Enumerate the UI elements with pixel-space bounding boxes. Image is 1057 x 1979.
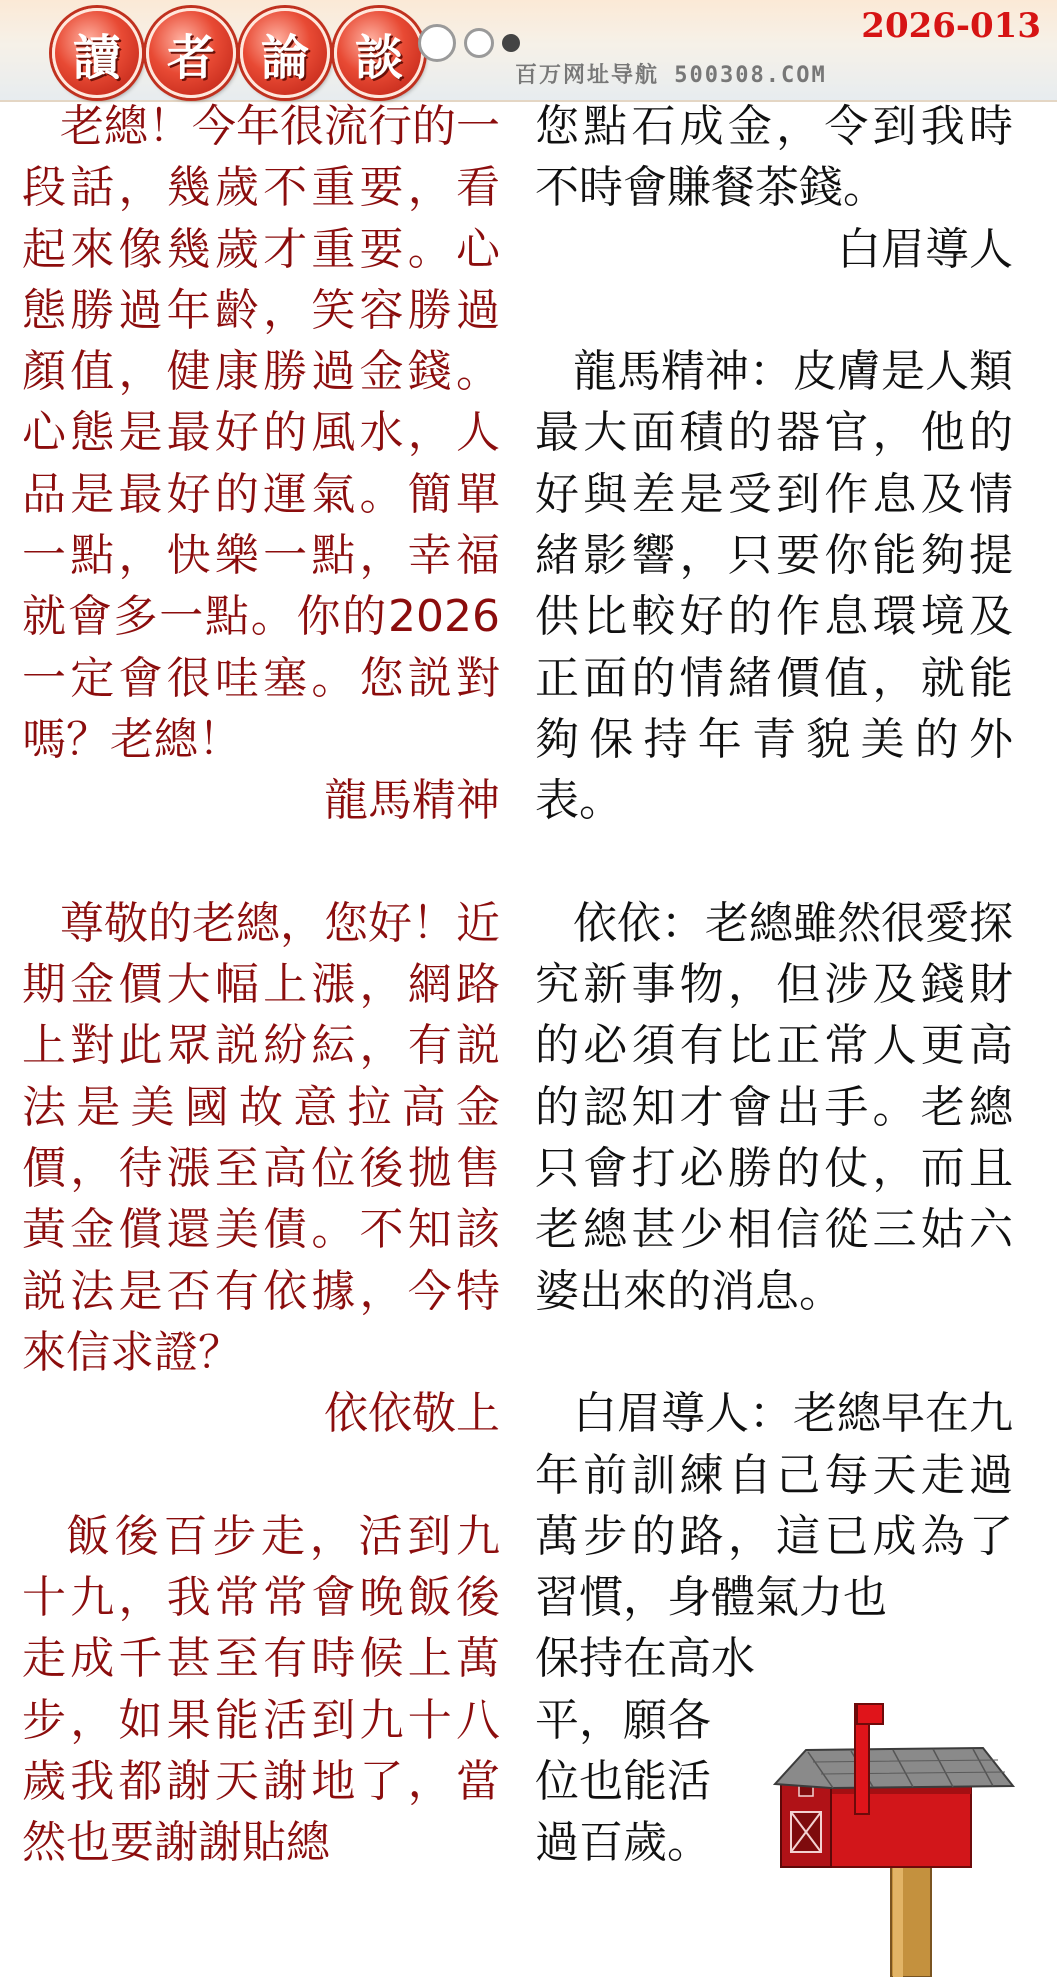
editor-reply: 依依：老總雖然很愛探究新事物，但涉及錢財的必須有比正常人更高的認知才會出手。老總只會打必勝的仗，而且老總甚少相信從三姑六婆出來的消息。 — [535, 897, 1013, 1317]
issue-number: 2026-013 — [861, 6, 1041, 46]
dot-icon — [502, 34, 520, 52]
header-banner — [0, 0, 1057, 102]
letter-continuation: 您點石成金，令到我時不時會賺餐茶錢。 — [535, 101, 1013, 214]
decorative-dots — [418, 24, 520, 62]
editor-reply: 龍馬精神：皮膚是人類最大面積的器官，他的好與差是受到作息及情緒影響，只要你能夠提供比較好的作息環境及正面的情緒價值，就能夠保持年青貌美的外表。 — [535, 346, 1013, 827]
mailbox-icon — [773, 1702, 1043, 1977]
site-label: 百万网址导航 500308.COM — [515, 63, 827, 88]
title-char: 談 — [334, 8, 424, 98]
editor-reply: 白眉導人：老總早在九年前訓練自己每天走過萬步的路，這已成為了習慣，身體氣力也 — [535, 1388, 1013, 1624]
title-char: 論 — [240, 8, 330, 98]
circle-icon — [464, 28, 494, 58]
letter-text: 老總！今年很流行的一段話，幾歲不重要，看起來像幾歲才重要。心態勝過年齡，笑容勝過顏值，健康勝過金錢。心態是最好的風水，人品是最好的運氣。簡單一點，快樂一點，幸福就會多一點。你的2026一定會很哇塞。您説對嗎？老總！ — [22, 101, 500, 765]
right-column — [535, 96, 1013, 1874]
title-char: 讀 — [52, 8, 142, 98]
section-title — [52, 8, 424, 98]
letter-signature: 龍馬精神 — [324, 775, 500, 827]
editor-reply-end: 保持在高水 平，願各 位也能活 過百歲。 — [535, 1633, 755, 1869]
circle-icon — [418, 24, 456, 62]
left-column — [22, 96, 500, 1874]
letter-text: 飯後百步走，活到九十九，我常常會晚飯後走成千甚至有時候上萬步，如果能活到九十八歲我都謝天謝地了，當然也要謝謝貼總 — [22, 1510, 500, 1869]
letter-signature: 依依敬上 — [324, 1388, 500, 1440]
title-char: 者 — [146, 8, 236, 98]
letter-signature: 白眉導人 — [837, 223, 1013, 275]
letter-text: 尊敬的老總，您好！近期金價大幅上漲，網路上對此眾説紛紜，有説法是美國故意拉高金價，待漲至高位後拋售黃金償還美債。不知該説法是否有依據，今特來信求證？ — [22, 897, 500, 1378]
